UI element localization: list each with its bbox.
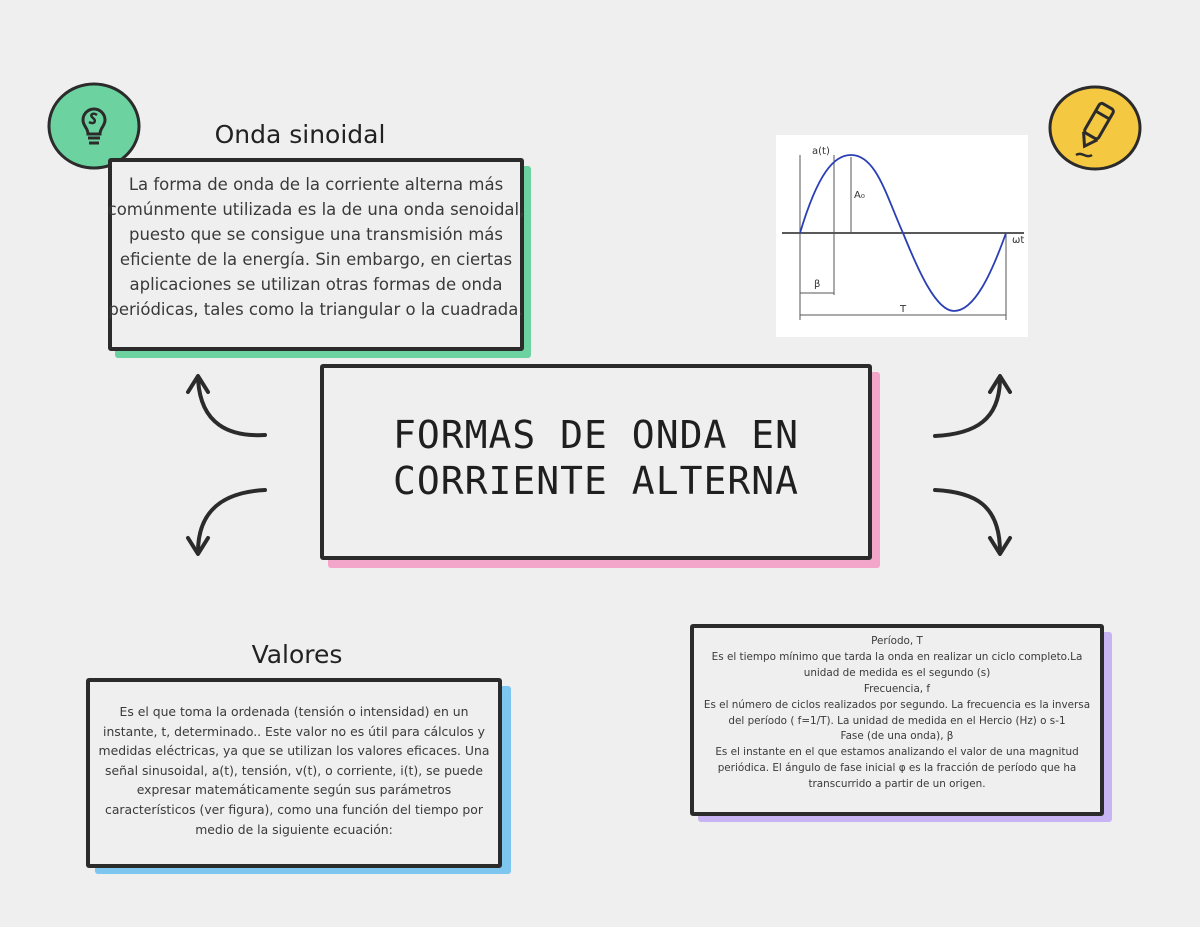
periodo-line-5: Fase (de una onda), β <box>840 730 954 743</box>
periodo-line-2: Es el tiempo mínimo que tarda la onda en realizar un ciclo completo.La unidad de medida es el segundo (s) <box>711 650 1083 679</box>
period-label: T <box>900 304 907 315</box>
onda-heading: Onda sinoidal <box>214 120 386 149</box>
phase-label: β <box>814 279 821 290</box>
periodo-box <box>690 624 1104 816</box>
periodo-line-1: Período, T <box>871 635 923 647</box>
valores-box <box>86 678 502 868</box>
arrow-down-right <box>935 490 1000 552</box>
arrow-up-left <box>198 378 265 435</box>
center-title-line2: CORRIENTE ALTERNA <box>393 459 799 503</box>
periodo-text <box>700 634 1094 793</box>
arrow-up-right <box>935 378 1000 436</box>
amplitude-label: A₀ <box>854 190 865 201</box>
periodo-line-4: Es el número de ciclos realizados por segundo. La frecuencia es la inversa del período ( f=1/T). La unidad de medida en el Hercio (Hz) o s-1 <box>703 698 1091 727</box>
valores-heading: Valores <box>251 640 343 669</box>
center-title-line1: FORMAS DE ONDA EN <box>393 413 799 457</box>
arrow-down-left <box>198 490 265 552</box>
valores-text: Es el que toma la ordenada (tensión o intensidad) en un instante, t, determinado.. Este valor no es útil para cálculos y medidas eléctricas, ya que se utilizan los valores eficaces. Una señal sinusoidal, a(t), tensión, v(t), o corriente, i(t), se puede expresar matemáticamente según sus parámetros característicos (ver figura), como una función del tiempo por medio de la siguiente ecuación: <box>98 704 490 837</box>
periodo-line-3: Frecuencia, f <box>863 682 931 695</box>
x-axis-label: ωt <box>1012 235 1025 246</box>
y-axis-label: a(t) <box>812 146 830 157</box>
periodo-line-6: Es el instante en el que estamos analizando el valor de una magnitud periódica. El ángulo de fase inicial φ es la fracción de período que ha transcurrido a partir de un origen. <box>715 746 1079 791</box>
onda-text: La forma de onda de la corriente alterna más comúnmente utilizada es la de una onda senoidal, puesto que se consigue una transmisión más eficiente de la energía. Sin embargo, en ciertas aplicaciones se utilizan otras formas de onda periódicas, tales como la triangular o la cuadrada. <box>107 175 525 319</box>
